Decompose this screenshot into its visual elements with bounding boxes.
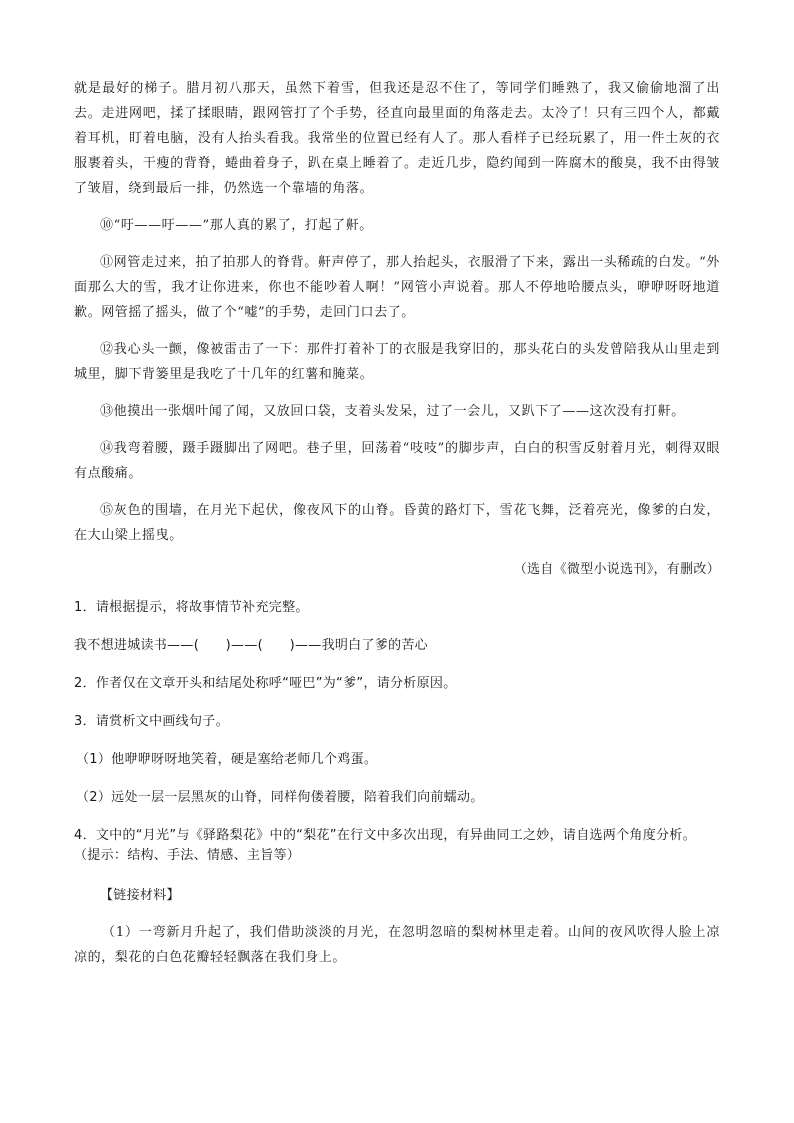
question-1-fill-blank: 我不想进城读书——( )——( )——我明白了爹的苦心 — [74, 638, 428, 653]
question-4-hint: （提示：结构、手法、情感、主旨等） — [74, 848, 301, 863]
question-4: 4．文中的“月光”与《驿路梨花》中的“梨花”在行文中多次出现，有异曲同工之妙，请自选两个角度分析。 — [74, 828, 696, 843]
passage-paragraph-14: ⑭我弯着腰，蹑手蹑脚出了网吧。巷子里，回荡着“吱吱”的脚步声，白白的积雪反射着月光，刺得双眼有点酸痛。 — [74, 441, 720, 481]
question-3: 3．请赏析文中画线句子。 — [74, 714, 229, 729]
passage-source: （选自《微型小说选刊》，有删改） — [513, 562, 720, 577]
question-3-item-1: （1）他咿咿呀呀地笑着，硬是塞给老师几个鸡蛋。 — [76, 752, 378, 767]
question-2: 2．作者仅在文章开头和结尾处称呼“哑巴”为“爹”，请分析原因。 — [74, 676, 457, 691]
passage-paragraph-intro: 就是最好的梯子。腊月初八那天，虽然下着雪，但我还是忍不住了，等同学们睡熟了，我又偷偷地溜了出去。走进网吧，揉了揉眼睛，跟网管打了个手势，径直向最里面的角落走去。太冷了！只有三四个人，都戴着耳机，盯着电脑，没有人抬头看我。我常坐的位置已经有人了。那人看样子已经玩累了，用一件土灰的衣服裹着头，干瘦的背脊，蜷曲着身子，趴在桌上睡着了。走近几步，隐约闻到一阵腐木的酸臭，我不由得皱了皱眉，绕到最后一排，仍然选一个靠墙的角落。 — [74, 81, 720, 196]
passage-paragraph-12: ⑫我心头一颤，像被雷击了一下：那件打着补丁的衣服是我穿旧的，那头花白的头发曾陪我从山里走到城里，脚下背篓里是我吃了十几年的红薯和腌菜。 — [74, 342, 720, 382]
passage-paragraph-15: ⑮灰色的围墙，在月光下起伏，像夜风下的山脊。昏黄的路灯下，雪花飞舞，泛着亮光，像爹的白发，在大山梁上摇曳。 — [74, 503, 720, 543]
question-1: 1．请根据提示，将故事情节补充完整。 — [74, 600, 309, 615]
link-material-title: 【链接材料】 — [100, 888, 180, 903]
passage-paragraph-13: ⑬他摸出一张烟叶闻了闻，又放回口袋，支着头发呆，过了一会儿，又趴下了——这次没有打鼾。 — [100, 404, 685, 419]
passage-paragraph-11: ⑪网管走过来，拍了拍那人的脊背。鼾声停了，那人抬起头，衣服滑了下来，露出一头稀疏的白发。“外面那么大的雪，我才让你进来，你也不能吵着人啊！”网管小声说着。那人不停地哈腰点头，咿咿呀呀地道歉。网管摇了摇头，做了个“嘘”的手势，走回门口去了。 — [74, 255, 720, 320]
link-material-paragraph-1: （1）一弯新月升起了，我们借助淡淡的月光，在忽明忽暗的梨树林里走着。山间的夜风吹得人脸上凉凉的，梨花的白色花瓣轻轻飘落在我们身上。 — [74, 925, 720, 965]
question-3-item-2: （2）远处一层一层黑灰的山脊，同样佝偻着腰，陪着我们向前蠕动。 — [76, 790, 484, 805]
passage-paragraph-10: ⑩“吁——吁——”那人真的累了，打起了鼾。 — [100, 218, 373, 233]
